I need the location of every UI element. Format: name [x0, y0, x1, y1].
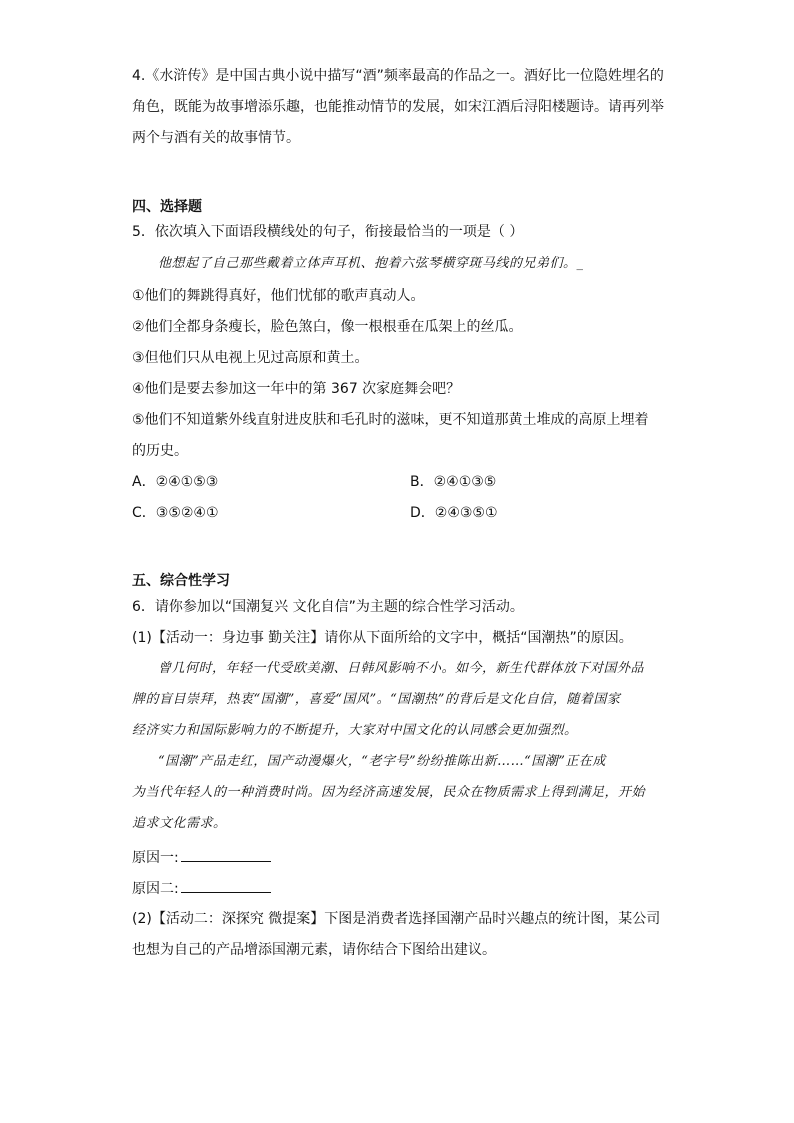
q5-passage: 他想起了自己那些戴着立体声耳机、抱着六弦琴横穿斑马线的兄弟们。_	[158, 256, 584, 271]
q6-passage-2b: 为当代年轻人的一种消费时尚。因为经济高速发展，民众在物质需求上得到满足，开始	[132, 785, 646, 800]
q5-sentence-5b: 的历史。	[132, 443, 188, 459]
section-4-title: 四、选择题	[132, 199, 202, 215]
q6-passage-1b: 牌的盲目崇拜，热衷“国潮”，喜爱“国风”。“国潮热”的背后是文化自信，随着国家	[132, 692, 621, 707]
reason-1-label: 原因一:	[132, 850, 179, 866]
q5-option-d[interactable]: D．②④③⑤①	[410, 505, 498, 521]
q5-option-c[interactable]: C．③⑤②④①	[132, 505, 219, 521]
q6-passage-2a: “国潮”产品走红，国产动漫爆火，“老字号”纷纷推陈出新……“国潮”正在成	[158, 754, 606, 769]
q5-stem: 5．依次填入下面语段横线处的句子，衔接最恰当的一项是（ ）	[132, 224, 524, 240]
q5-sentence-3: ③但他们只从电视上见过高原和黄土。	[132, 350, 369, 366]
q5-option-b[interactable]: B．②④①③⑤	[410, 474, 497, 490]
q6-activity-1: (1)【活动一：身边事 勤关注】请你从下面所给的文字中，概括“国潮热”的原因。	[132, 630, 633, 646]
q5-sentence-5a: ⑤他们不知道紫外线直射进皮肤和毛孔时的滋味，更不知道那黄土堆成的高原上埋着	[132, 412, 649, 428]
q5-sentence-2: ②他们全都身条瘦长，脸色煞白，像一根根垂在瓜架上的丝瓜。	[132, 319, 523, 335]
q6-activity-2b: 也想为自己的产品增添国潮元素，请你结合下图给出建议。	[132, 942, 496, 958]
q4-line-1: 4.《水浒传》是中国古典小说中描写“酒”频率最高的作品之一。酒好比一位隐姓埋名的	[132, 68, 664, 84]
q5-sentence-4: ④他们是要去参加这一年中的第 367 次家庭舞会吧？	[132, 381, 461, 397]
q4-line-3: 两个与酒有关的故事情节。	[132, 130, 300, 146]
q5-sentence-1: ①他们的舞跳得真好，他们忧郁的歌声真动人。	[132, 288, 425, 304]
q6-reason-2	[132, 878, 271, 899]
q6-passage-2c: 追求文化需求。	[132, 816, 227, 831]
section-5-title: 五、综合性学习	[132, 573, 230, 589]
q5-option-a[interactable]: A．②④①⑤③	[132, 474, 219, 490]
q6-stem: 6．请你参加以“国潮复兴 文化自信”为主题的综合性学习活动。	[132, 599, 524, 615]
q6-activity-2a: (2)【活动二：深探究 微提案】下图是消费者选择国潮产品时兴趣点的统计图，某公司	[132, 911, 661, 927]
q6-reason-1	[132, 847, 271, 868]
reason-1-blank[interactable]	[181, 847, 271, 862]
q6-passage-1c: 经济实力和国际影响力的不断提升，大家对中国文化的认同感会更加强烈。	[132, 723, 578, 738]
q6-passage-1a: 曾几何时，年轻一代受欧美潮、日韩风影响不小。如今，新生代群体放下对国外品	[158, 661, 645, 676]
reason-2-blank[interactable]	[181, 878, 271, 893]
q4-line-2: 角色，既能为故事增添乐趣，也能推动情节的发展，如宋江酒后浔阳楼题诗。请再列举	[132, 99, 664, 115]
reason-2-label: 原因二:	[132, 881, 179, 897]
